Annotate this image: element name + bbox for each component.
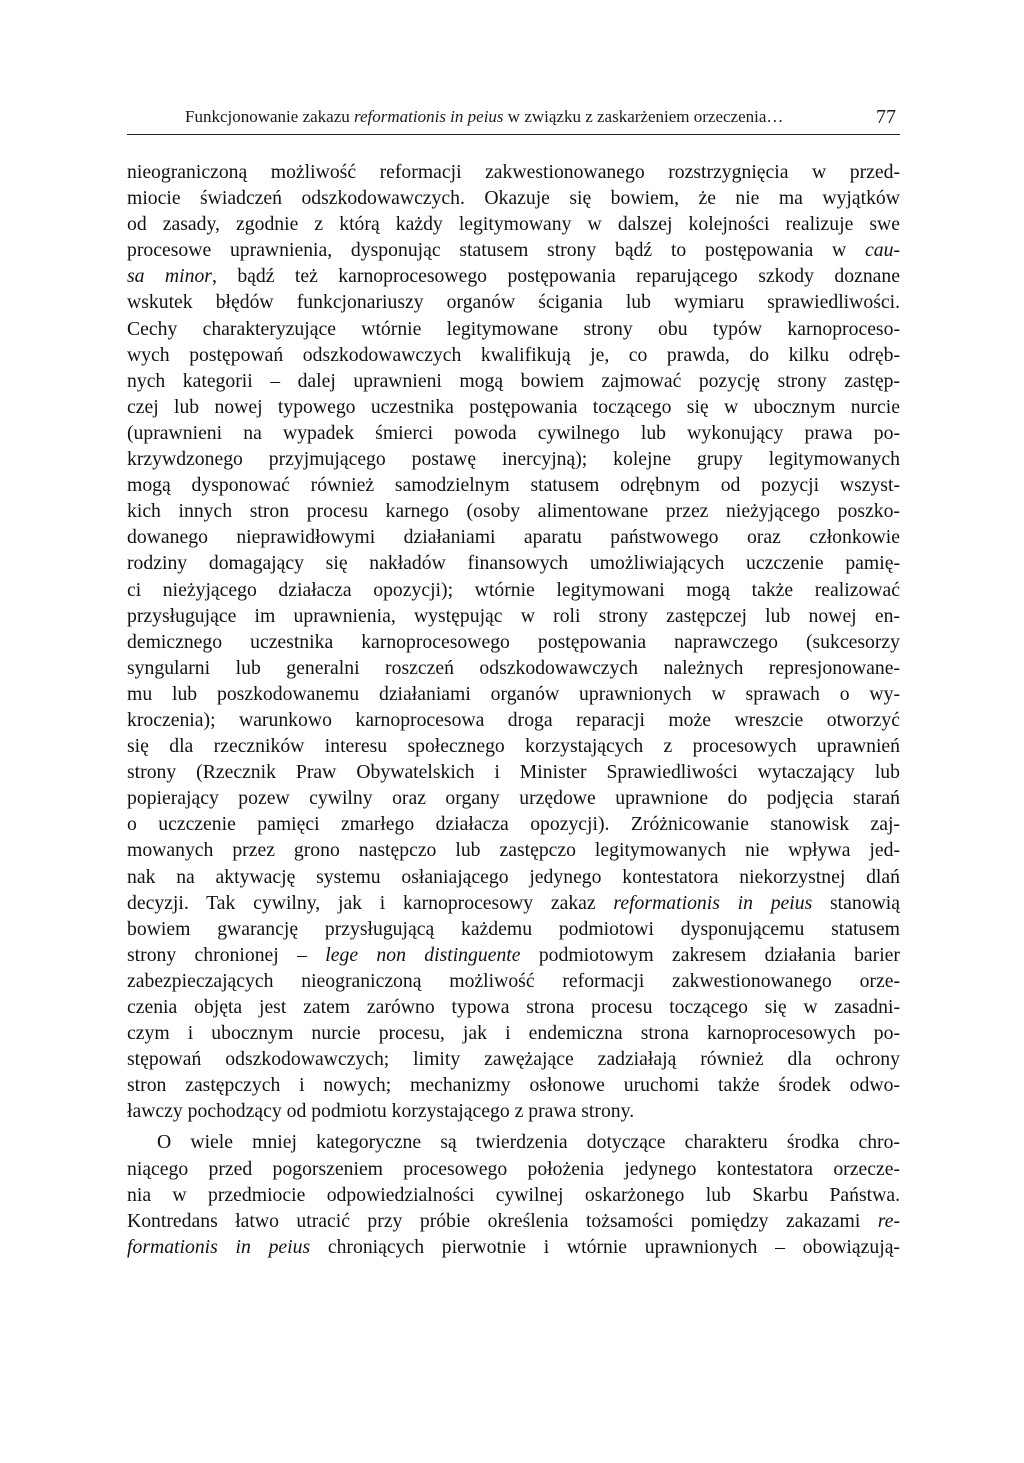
text-line: się dla rzeczników interesu społecznego korzystających z procesowych uprawnień [127,735,900,758]
text-line: mowanych przez grono następczo lub zastępczo legitymowanych nie wpływa jed- [127,839,900,862]
text-line: czenia objęta jest zatem zarówno typowa strona procesu toczącego się w zasadni- [127,996,900,1018]
running-header [127,100,900,135]
text-line: (uprawnieni na wypadek śmierci powoda cywilnego lub wykonujący prawa po- [127,421,900,444]
text-line: procesowe uprawnienia, dysponując statusem strony bądź to postępowania w cau- [127,239,900,262]
text-line: miocie świadczeń odszkodowawczych. Okazuje się bowiem, że nie ma wyjątków [127,187,900,210]
text-line: stępowań odszkodowawczych; limity zawężające zadziałają również dla ochrony [127,1048,900,1071]
text-line: stron zastępczych i nowych; mechanizmy osłonowe uruchomi także środek odwo- [127,1074,900,1097]
text-line: dowanego nieprawidłowymi działaniami aparatu państwowego oraz członkowie [127,526,900,549]
text-line: zabezpieczających nieograniczoną możliwość reformacji zakwestionowanego orze- [127,969,900,992]
text-line: mu lub poszkodowanemu działaniami organów uprawnionych w sprawach o wy- [127,682,900,705]
text-line: o uczczenie pamięci zmarłego działacza opozycji). Zróżnicowanie stanowisk zaj- [127,813,900,836]
text-line: Kontredans łatwo utracić przy próbie określenia tożsamości pomiędzy zakazami re- [127,1209,900,1232]
body-text [127,159,900,1260]
text-line: syngularni lub generalni roszczeń odszkodowawczych należnych represjonowane- [127,656,900,679]
text-line: wskutek błędów funkcjonariuszy organów ścigania lub wymiaru sprawiedliwości. [127,291,900,314]
text-line: krzywdzonego przyjmującego postawę inercyjną); kolejne grupy legitymowanych [127,448,900,471]
paragraph-1 [127,159,900,1124]
paragraph-2 [127,1129,900,1259]
text-line: niącego przed pogorszeniem procesowego położenia jedynego kontestatora orzecze- [127,1157,900,1180]
text-line: formationis in peius chroniących pierwotnie i wtórnie uprawnionych – obowiązują- [127,1235,900,1258]
text-line: wych postępowań odszkodowawczych kwalifikują je, co prawda, do kilku odręb- [127,343,900,366]
text-line: ławczy pochodzący od podmiotu korzystającego z prawa strony. [127,1100,635,1123]
text-line: przysługujące im uprawnienia, występując w roli strony zastępczej lub nowej en- [127,604,900,627]
text-line: sa minor, bądź też karnoprocesowego postępowania reparującego szkody doznane [127,265,900,288]
document-page [127,100,900,1260]
text-line: demicznego uczestnika karnoprocesowego postępowania naprawczego (sukcesorzy [127,630,900,653]
text-line: bowiem gwarancję przysługującą każdemu podmiotowi dysponującemu statusem [127,917,900,940]
text-line: czej lub nowej typowego uczestnika postępowania toczącego się w ubocznym nurcie [127,395,900,418]
text-line: od zasady, zgodnie z którą każdy legitymowany w dalszej kolejności realizuje swe [127,213,900,236]
text-line: decyzji. Tak cywilny, jak i karnoprocesowy zakaz reformationis in peius stanowią [127,891,901,914]
text-line: nia w przedmiocie odpowiedzialności cywilnej oskarżonego lub Skarbu Państwa. [127,1183,900,1206]
text-line: strony (Rzecznik Praw Obywatelskich i Minister Sprawiedliwości wytaczający lub [127,761,900,784]
text-line: kich innych stron procesu karnego (osoby alimentowane przez nieżyjącego poszko- [127,500,900,523]
text-line: czym i ubocznym nurcie procesu, jak i endemiczna strona karnoprocesowych po- [127,1022,900,1045]
text-line: O wiele mniej kategoryczne są twierdzenia dotyczące charakteru środka chro- [157,1131,900,1154]
running-title: Funkcjonowanie zakazu reformationis in peius w związku z zaskarżeniem orzeczenia… [185,107,784,126]
text-line: nak na aktywację systemu osłaniającego jedynego kontestatora niekorzystnej dlań [127,865,900,888]
text-line: ci nieżyjącego działacza opozycji); wtórnie legitymowani mogą także realizować [127,578,900,601]
text-line: nieograniczoną możliwość reformacji zakwestionowanego rozstrzygnięcia w przed- [127,161,900,183]
text-line: Cechy charakteryzujące wtórnie legitymowane strony obu typów karnoproceso- [127,317,900,340]
text-line: nych kategorii – dalej uprawnieni mogą bowiem zajmować pozycję strony zastęp- [127,369,900,392]
text-line: strony chronionej – lege non distinguente podmiotowym zakresem działania barier [127,943,900,966]
page-number: 77 [876,106,896,128]
text-line: kroczenia); warunkowo karnoprocesowa droga reparacji może wreszcie otworzyć [127,708,900,731]
text-line: mogą dysponować również samodzielnym statusem odrębnym od pozycji wszyst- [127,474,900,497]
running-title-italic: reformationis in peius [354,107,504,126]
text-line: popierający pozew cywilny oraz organy urzędowe uprawnione do podjęcia starań [127,787,900,810]
text-line: rodziny domagający się nakładów finansowych umożliwiających uczczenie pamię- [127,552,900,575]
